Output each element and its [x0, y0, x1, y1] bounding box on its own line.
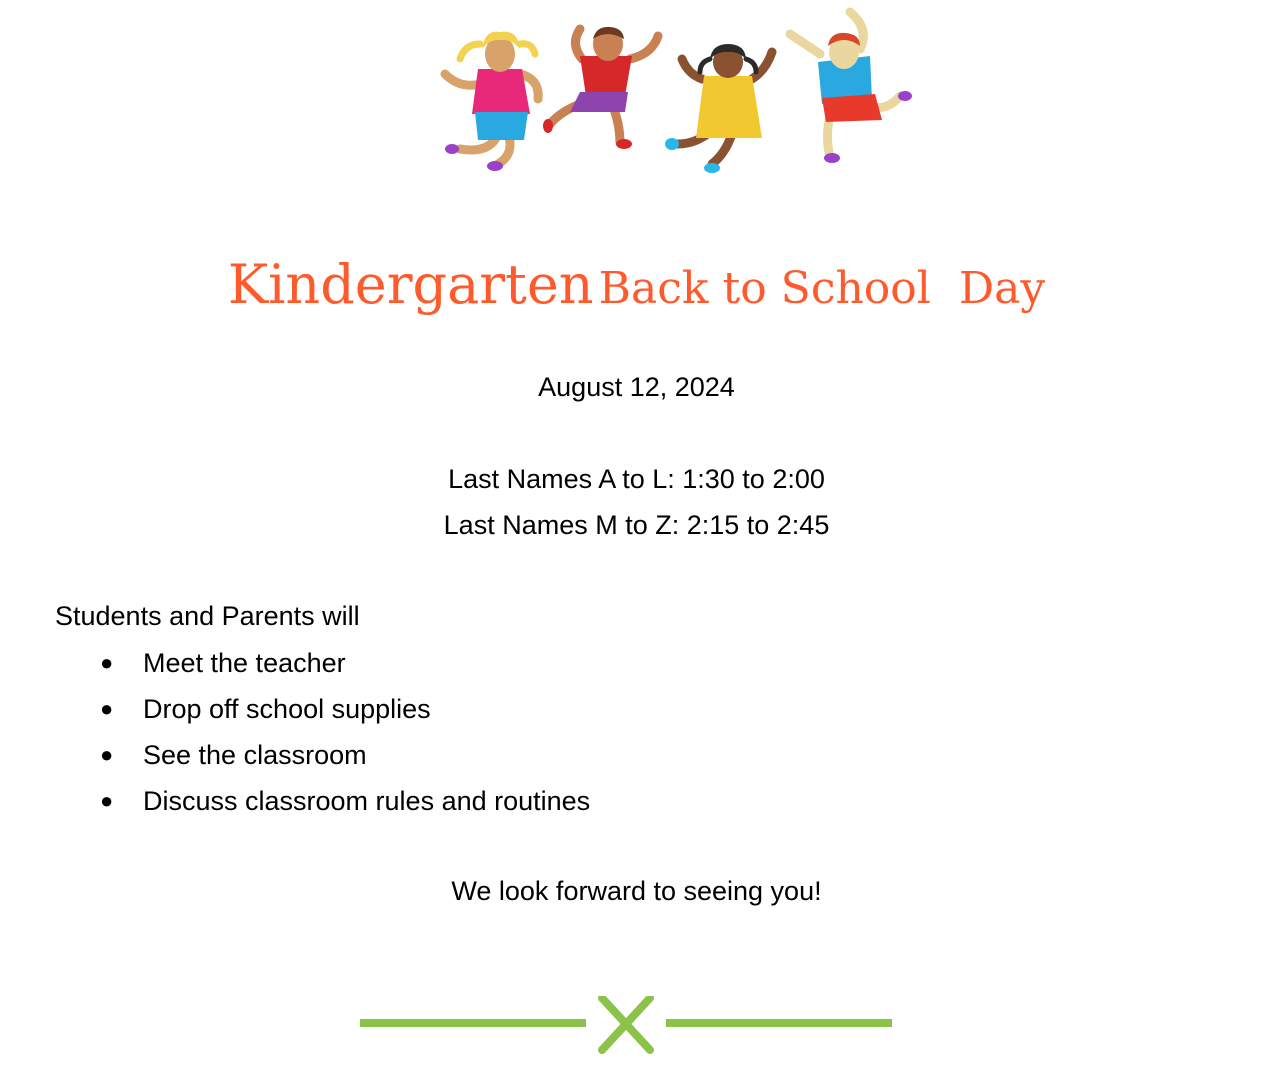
kid-4-figure	[790, 12, 912, 163]
activities-intro: Students and Parents will	[55, 601, 360, 631]
closing-message: We look forward to seeing you!	[451, 876, 822, 906]
schedule-line-m-to-z: Last Names M to Z: 2:15 to 2:45	[443, 510, 830, 540]
page-title	[0, 253, 1273, 316]
list-item-text: Meet the teacher	[143, 648, 346, 678]
list-item-text: Discuss classroom rules and routines	[143, 786, 591, 816]
schedule-line-a-to-l: Last Names A to L: 1:30 to 2:00	[448, 464, 825, 494]
dancing-kids-illustration	[420, 4, 920, 179]
bullet-icon: ●	[100, 696, 114, 721]
list-item-text: See the classroom	[143, 740, 367, 770]
event-date: August 12, 2024	[538, 372, 735, 402]
bullet-icon: ●	[100, 742, 114, 767]
list-item-text: Drop off school supplies	[143, 694, 431, 724]
cross-icon	[602, 998, 650, 1050]
kid-2-figure	[543, 27, 658, 149]
kid-1-figure	[445, 32, 538, 171]
kid-3-figure	[665, 44, 772, 173]
decorative-divider	[360, 996, 895, 1054]
title-part-kindergarten: Kindergarten	[227, 253, 594, 316]
title-part-back-to-school-day: Back to School Day	[598, 263, 1046, 314]
bullet-icon: ●	[100, 650, 114, 675]
bullet-icon: ●	[100, 788, 114, 813]
